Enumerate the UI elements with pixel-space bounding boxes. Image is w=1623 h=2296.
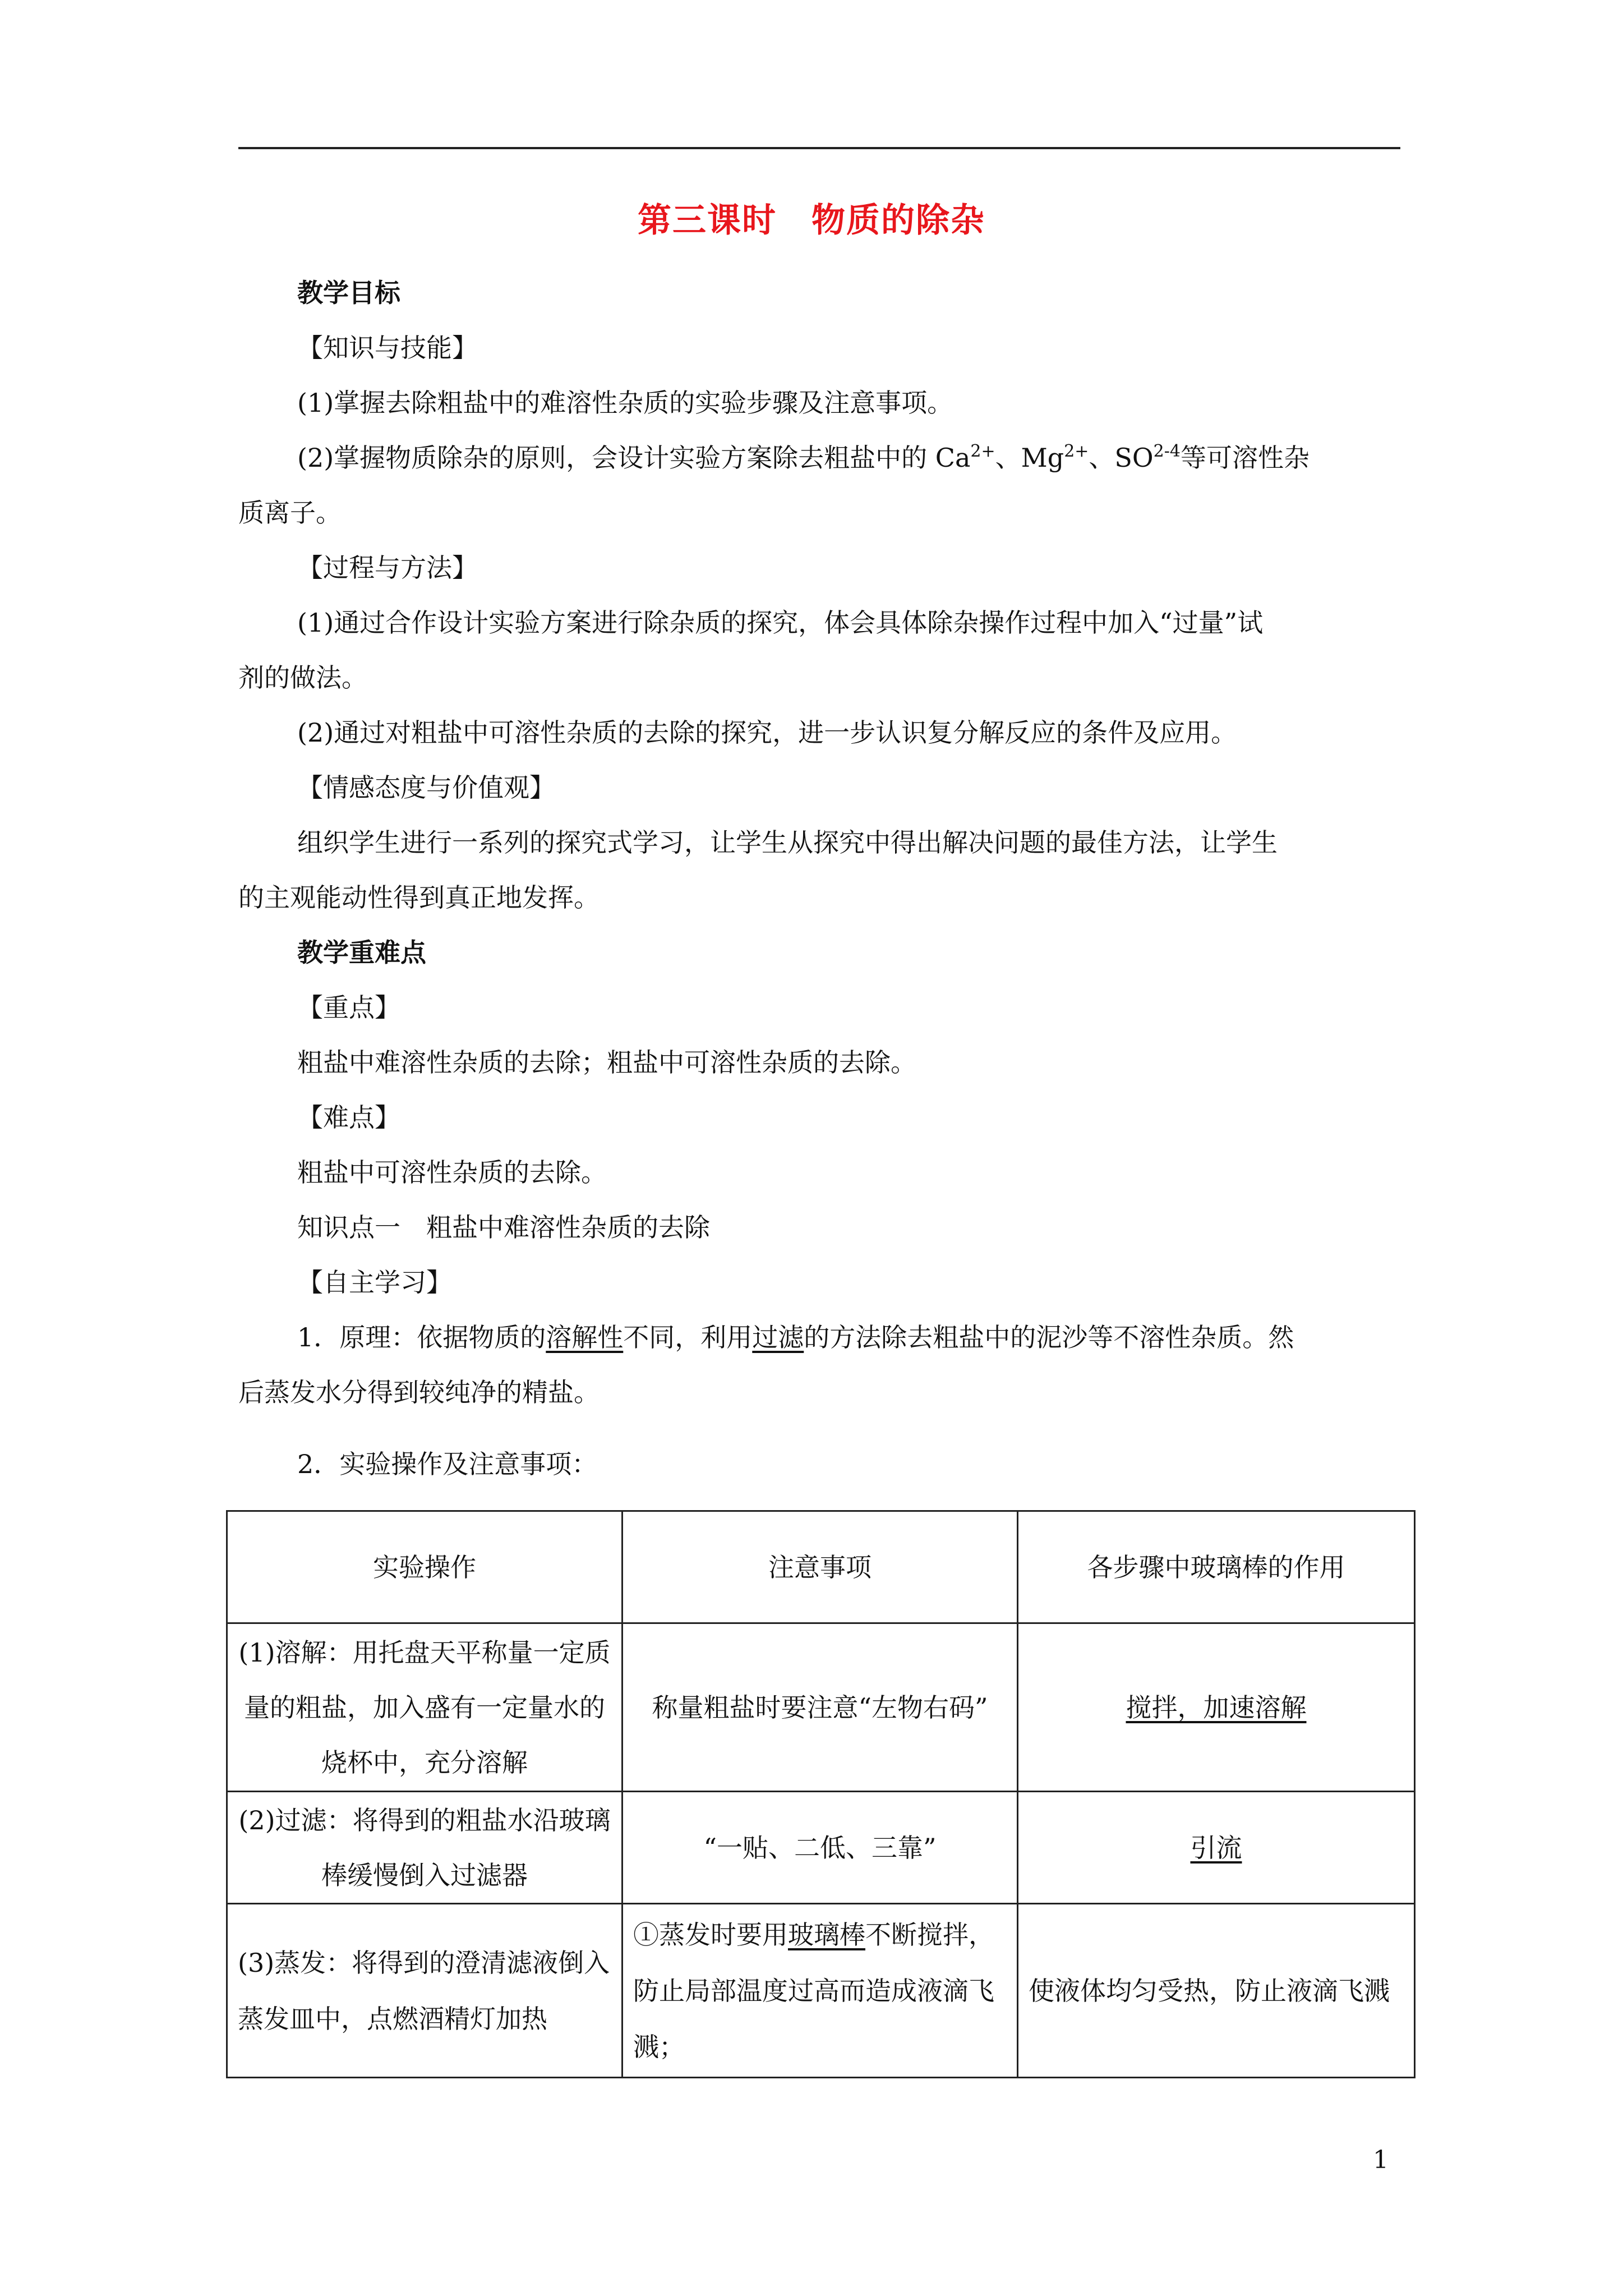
knowledge-heading: 【知识与技能】: [297, 333, 478, 363]
process-item-1: (1)通过合作设计实验方案进行除杂质的探究，体会具体除杂操作过程中加入“过量”试: [297, 608, 1264, 638]
underline-filtration: 过滤: [752, 1322, 804, 1352]
table-row: [227, 1623, 1415, 1792]
header-rule: [238, 147, 1400, 149]
knowledge-item-1: (1)掌握去除粗盐中的难溶性杂质的实验步骤及注意事项。: [297, 388, 953, 418]
row-2-operation: (2)过滤：将得到的粗盐水沿玻璃棒缓慢倒入过滤器: [227, 1792, 623, 1904]
difficulty-heading: 【难点】: [297, 1102, 400, 1133]
header-rod-role: 各步骤中玻璃棒的作用: [1018, 1511, 1415, 1623]
row-1-operation: (1)溶解：用托盘天平称量一定质量的粗盐，加入盛有一定量水的烧杯中，充分溶解: [227, 1623, 623, 1792]
table-row: [227, 1904, 1415, 2078]
row-1-rod: 搅拌，加速溶解: [1018, 1623, 1415, 1792]
header-notes: 注意事项: [623, 1511, 1018, 1623]
section-title: 知识点一 粗盐中难溶性杂质的去除: [297, 1212, 710, 1243]
row-2-note: “一贴、二低、三靠”: [623, 1792, 1018, 1904]
emotion-text: 组织学生进行一系列的探究式学习，让学生从探究中得出解决问题的最佳方法，让学生: [297, 827, 1278, 858]
principle-text: 1．原理：依据物质的溶解性不同，利用过滤的方法除去粗盐中的泥沙等不溶性杂质。然: [297, 1322, 1294, 1352]
difficulty-text: 粗盐中可溶性杂质的去除。: [297, 1157, 607, 1188]
knowledge-item-2: (2)掌握物质除杂的原则，会设计实验方案除去粗盐中的 $Ca^{2+}$、$Mg^{2+}$、SO$^{2-4}$等可溶性杂: [297, 441, 1310, 473]
goals-heading: 教学目标: [297, 278, 400, 308]
page-number: 1: [1373, 2146, 1389, 2174]
focus-heading: 【重点】: [297, 992, 400, 1023]
row-1-note: 称量粗盐时要注意“左物右码”: [623, 1623, 1018, 1792]
process-heading: 【过程与方法】: [297, 553, 478, 583]
process-item-2: (2)通过对粗盐中可溶性杂质的去除的探究，进一步认识复分解反应的条件及应用。: [297, 717, 1237, 748]
table-row: [227, 1792, 1415, 1904]
underline-solubility: 溶解性: [546, 1322, 624, 1352]
principle-text-cont: 后蒸发水分得到较纯净的精盐。: [238, 1377, 600, 1407]
row-3-note: ①蒸发时要用玻璃棒不断搅拌，防止局部温度过高而造成液滴飞溅；: [623, 1904, 1018, 2078]
emotion-heading: 【情感态度与价值观】: [297, 772, 555, 803]
emotion-text-cont: 的主观能动性得到真正地发挥。: [238, 882, 600, 913]
operations-table: [226, 1510, 1415, 2078]
focus-text: 粗盐中难溶性杂质的去除；粗盐中可溶性杂质的去除。: [297, 1047, 916, 1078]
row-2-rod: 引流: [1018, 1792, 1415, 1904]
row-3-rod: 使液体均匀受热，防止液滴飞溅: [1018, 1904, 1415, 2078]
operations-intro: 2．实验操作及注意事项：: [297, 1449, 598, 1479]
row-3-operation: (3)蒸发：将得到的澄清滤液倒入蒸发皿中，点燃酒精灯加热: [227, 1904, 623, 2078]
key-points-heading: 教学重难点: [297, 937, 426, 968]
process-item-1-cont: 剂的做法。: [238, 662, 367, 693]
knowledge-item-2-cont: 质离子。: [238, 498, 342, 528]
page-title: 第三课时 物质的除杂: [638, 201, 985, 240]
table-header-row: [227, 1511, 1415, 1623]
header-operation: 实验操作: [227, 1511, 623, 1623]
self-study-heading: 【自主学习】: [297, 1267, 452, 1297]
